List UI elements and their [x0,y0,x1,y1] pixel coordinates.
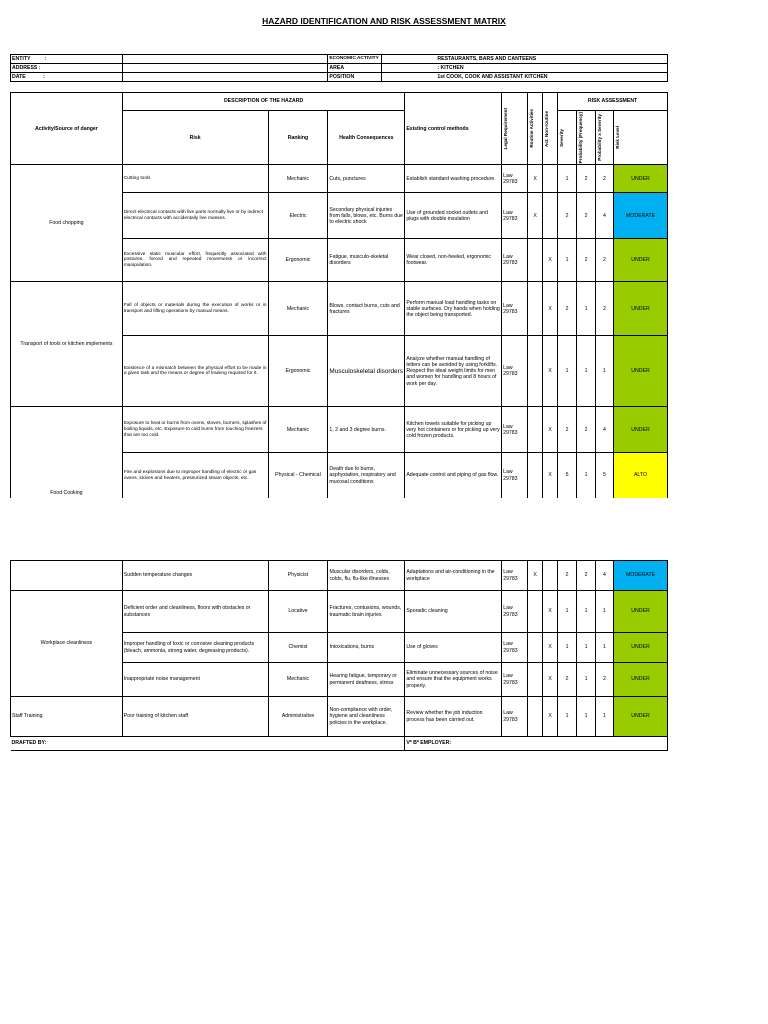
prob-sev-cell: 1 [596,633,614,663]
routine-cell [528,591,543,633]
severity-cell: 2 [558,663,577,697]
controls-cell: Analyze whether manual handling of letters can be avoided by using forklifts. Respect the ideal weight limits for men and women for handling and 8 hours of work per day. [405,336,502,407]
page-title: HAZARD IDENTIFICATION AND RISK ASSESSMENT MATRIX [262,16,506,26]
legal-cell: Law 29783 [502,663,528,697]
area-label: AREA [328,64,382,73]
header-nonroutine: Act. Non-routine [543,93,558,165]
legal-cell: Law 29783 [502,697,528,737]
probability-cell: 1 [577,336,596,407]
legal-cell: Law 29783 [502,165,528,193]
ranking-cell: Locative [268,591,328,633]
table-row [11,697,668,737]
prob-sev-cell: 2 [596,239,614,282]
prob-sev-cell: 5 [596,453,614,498]
nonroutine-cell: X [543,663,558,697]
risk-cell: Improper handling of toxic or corrosive cleaning products (bleach, ammonia, strong water, degreasing products). [122,633,268,663]
probability-cell: 1 [577,663,596,697]
risk-cell: Deficient order and cleanliness, floors with obstacles or substances [122,591,268,633]
header-probability: Probability (Frequency) [577,111,596,165]
health-cell: Fractures, contusions, wounds, traumatic brain injuries [328,591,405,633]
nonroutine-cell [543,561,558,591]
probability-cell: 2 [577,165,596,193]
controls-cell: Eliminate unnecessary sources of noise and ensure that the equipment works properly. [405,663,502,697]
controls-cell: Wear closed, non-heeled, ergonomic footwear. [405,239,502,282]
risk-level-cell: UNDER [613,633,667,663]
risk-cell: Inappropriate noise management [122,663,268,697]
header-activity: Activity/Source of danger [11,93,123,165]
header-health: Health Consequences [328,111,405,165]
nonroutine-cell: X [543,407,558,453]
ranking-cell: Ergonomic [268,239,328,282]
ranking-cell: Ergonomic [268,336,328,407]
prob-sev-cell: 1 [596,591,614,633]
activity-cell: Staff Training [11,697,123,737]
risk-level-cell: ALTO [613,453,667,498]
routine-cell [528,239,543,282]
severity-cell: 5 [558,453,577,498]
health-cell: Musculoskeletal disorders [328,336,405,407]
header-risk: Risk [122,111,268,165]
legal-cell: Law 29783 [502,282,528,336]
routine-cell [528,453,543,498]
econ-label: ECONOMIC ACTIVITY [328,55,382,64]
activity-cell: Transport of tools or kitchen implements [11,282,123,407]
health-cell: Intoxications, burns [328,633,405,663]
routine-cell [528,336,543,407]
position-label: POSITION [328,73,382,82]
nonroutine-cell: X [543,453,558,498]
health-cell: Fatigue, musculo-skeletal disorders [328,239,405,282]
controls-cell: Adequate control and piping of gas flow. [405,453,502,498]
activity-cell: Food chopping [11,165,123,282]
drafted-by: DRAFTED BY: [11,737,405,751]
prob-sev-cell: 2 [596,165,614,193]
activity-cell: Food Cooking [11,407,123,498]
prob-sev-cell: 2 [596,663,614,697]
health-cell: Non-compliance with order, hygiene and cleanliness policies in the workplace. [328,697,405,737]
prob-sev-cell: 2 [596,282,614,336]
controls-cell: Use of grounded socket outlets and plugs with double insulation [405,193,502,239]
legal-cell: Law 29783 [502,561,528,591]
prob-sev-cell: 1 [596,697,614,737]
severity-cell: 1 [558,697,577,737]
routine-cell [528,282,543,336]
severity-cell: 1 [558,239,577,282]
nonroutine-cell: X [543,239,558,282]
nonroutine-cell: X [543,336,558,407]
risk-level-cell: UNDER [613,663,667,697]
header-routine: Routine Activities [528,93,543,165]
nonroutine-cell: X [543,282,558,336]
table-row [11,282,668,336]
controls-cell: Review whether the job induction process has been carried out. [405,697,502,737]
ranking-cell: Physical - Chemical [268,453,328,498]
ranking-cell: Physicist [268,561,328,591]
probability-cell: 2 [577,407,596,453]
risk-level-cell: MODERATE [613,193,667,239]
header-legal: Legal Requirement [502,93,528,165]
controls-cell: Use of gloves [405,633,502,663]
nonroutine-cell: X [543,697,558,737]
activity-cell: Workplace cleanliness [11,591,123,697]
probability-cell: 1 [577,282,596,336]
employer-signoff: Vº Bº EMPLOYER: [405,737,668,751]
probability-cell: 2 [577,193,596,239]
risk-cell: Fire and explosions due to improper handling of electric or gas ovens, stoves and heaters, pressurized steam objects, etc. [122,453,268,498]
risk-cell: Existence of a mismatch between the physical effort to be made in a given task and the means or degree of training required for it. [122,336,268,407]
table-row [11,165,668,193]
risk-level-cell: UNDER [613,336,667,407]
hazard-matrix [10,92,668,498]
activity-cell [11,561,123,591]
header-controls: Existing control methods [405,93,502,165]
probability-cell: 2 [577,239,596,282]
routine-cell [528,697,543,737]
nonroutine-cell [543,193,558,239]
health-cell: Blows, contact burns, cuts and fractures [328,282,405,336]
prob-sev-cell: 1 [596,336,614,407]
header-severity: Severity [558,111,577,165]
risk-level-cell: UNDER [613,239,667,282]
date-label: DATE : [11,73,123,82]
risk-level-cell: UNDER [613,591,667,633]
ranking-cell: Mechanic [268,165,328,193]
risk-cell: Excessive static muscular effort, frequently associated with postures, forced and repeated movements or incorrect manipulation. [122,239,268,282]
econ-value: RESTAURANTS, BARS AND CANTEENS [382,55,668,64]
address-label: ADDRESS : [11,64,123,73]
probability-cell: 1 [577,453,596,498]
controls-cell: Establish standard washing procedure. [405,165,502,193]
routine-cell [528,407,543,453]
risk-cell: Exposure to heat or burns from ovens, stoves, burners, splashes of boiling liquids, etc. Exposure to cold burns from touching freezers that are too cold. [122,407,268,453]
header-description: DESCRIPTION OF THE HAZARD [122,93,405,111]
routine-cell: X [528,165,543,193]
nonroutine-cell: X [543,591,558,633]
legal-cell: Law 29783 [502,453,528,498]
entity-value[interactable] [122,55,328,64]
prob-sev-cell: 4 [596,193,614,239]
risk-cell: Direct electrical contacts with live parts normally live or by indirect electrical contacts with accidentally live masses. [122,193,268,239]
area-value: : KITCHEN [382,64,668,73]
table-row [11,407,668,453]
routine-cell [528,633,543,663]
routine-cell: X [528,561,543,591]
severity-cell: 1 [558,336,577,407]
ranking-cell: Administrative [268,697,328,737]
table-row [11,561,668,591]
routine-cell: X [528,193,543,239]
risk-cell: Sudden temperature changes [122,561,268,591]
health-cell: Muscular disorders, colds, colds, flu, flu-like illnesses [328,561,405,591]
legal-cell: Law 29783 [502,336,528,407]
health-cell: Cuts, punctures [328,165,405,193]
header-level: Risk Level [613,111,667,165]
health-cell: Secondary physical injuries from falls, blows, etc. Burns due to electric shock [328,193,405,239]
severity-cell: 1 [558,165,577,193]
risk-level-cell: UNDER [613,407,667,453]
controls-cell: Perform manual load handling tasks on stable surfaces. Dry hands when holding the object being transported. [405,282,502,336]
risk-level-cell: MODERATE [613,561,667,591]
risk-cell: Fall of objects or materials during the execution of works or in transport and lifting operations by manual means. [122,282,268,336]
risk-level-cell: UNDER [613,165,667,193]
legal-cell: Law 29783 [502,239,528,282]
health-cell: 1, 2 and 3 degree burns. [328,407,405,453]
severity-cell: 2 [558,282,577,336]
controls-cell: Adaptations and air-conditioning in the workplace [405,561,502,591]
ranking-cell: Electric [268,193,328,239]
hazard-matrix-continued [10,560,668,751]
risk-cell: Poor training of kitchen staff [122,697,268,737]
header-ranking: Ranking [268,111,328,165]
position-value: 1st COOK, COOK AND ASSISTANT KITCHEN [382,73,668,82]
probability-cell: 1 [577,633,596,663]
severity-cell: 2 [558,407,577,453]
nonroutine-cell [543,165,558,193]
severity-cell: 2 [558,561,577,591]
prob-sev-cell: 4 [596,407,614,453]
severity-cell: 1 [558,591,577,633]
header-assessment: RISK ASSESSMENT [558,93,668,111]
severity-cell: 2 [558,193,577,239]
nonroutine-cell: X [543,633,558,663]
risk-level-cell: UNDER [613,282,667,336]
risk-level-cell: UNDER [613,697,667,737]
address-value[interactable] [122,64,328,73]
legal-cell: Law 29783 [502,591,528,633]
severity-cell: 1 [558,633,577,663]
entity-label: ENTITY : [11,55,123,64]
risk-cell: Cutting tools [122,165,268,193]
prob-sev-cell: 4 [596,561,614,591]
ranking-cell: Mechanic [268,407,328,453]
ranking-cell: Chemist [268,633,328,663]
date-value[interactable] [122,73,328,82]
legal-cell: Law 29783 [502,193,528,239]
info-table [10,54,668,82]
legal-cell: Law 29783 [502,633,528,663]
probability-cell: 2 [577,561,596,591]
legal-cell: Law 29783 [502,407,528,453]
controls-cell: Sporadic cleaning [405,591,502,633]
routine-cell [528,663,543,697]
health-cell: Death due to burns, asphyxiation, respiratory and mucosal conditions [328,453,405,498]
ranking-cell: Mechanic [268,282,328,336]
probability-cell: 1 [577,697,596,737]
ranking-cell: Mechanic [268,663,328,697]
probability-cell: 1 [577,591,596,633]
header-prob-sev: Probability x Severity [596,111,614,165]
controls-cell: Kitchen towels suitable for picking up very hot containers or for picking up very cold frozen products. [405,407,502,453]
table-row [11,591,668,633]
health-cell: Hearing fatigue, temporary or permanent deafness, stress [328,663,405,697]
